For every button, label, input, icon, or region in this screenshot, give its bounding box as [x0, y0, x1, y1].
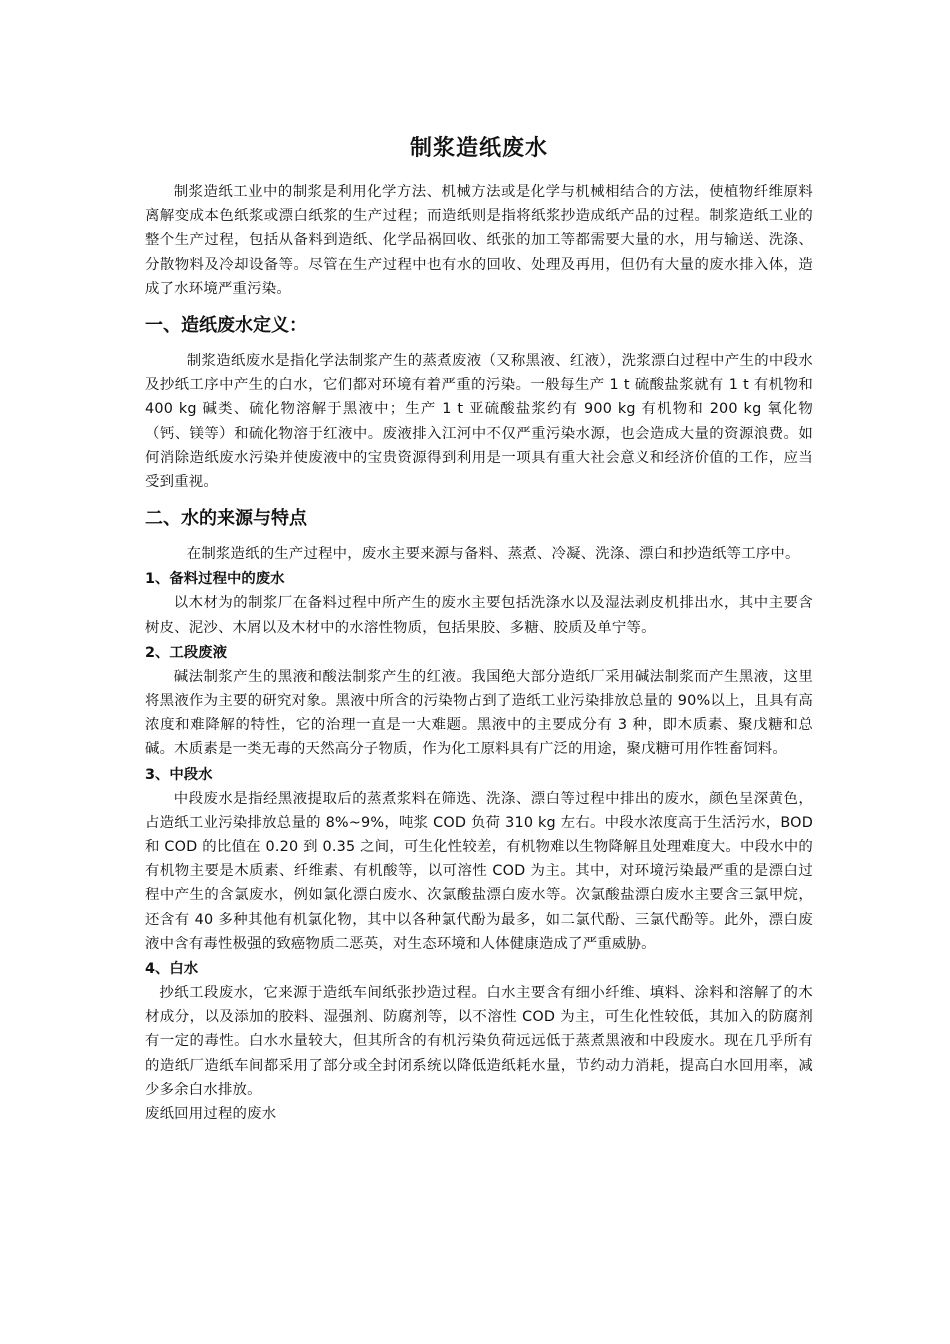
black-liquor-paragraph: 碱法制浆产生的黑液和酸法制浆产生的红液。我国绝大部分造纸厂采用碱法制浆而产生黑液，这里将黑液作为主要的研究对象。黑液中所含的污染物占到了造纸工业污染排放总量的 90%以上，且具有高浓度和难降解的特性，它的治理一直是一大难题。黑液中的主要成分有 3 种，即木质素、聚戊糖和总碱。木质素是一类无毒的天然高分子物质，作为化工原料具有广泛的用途，聚戊糖可用作牲畜饲料。 — [145, 668, 813, 758]
document-page — [145, 130, 813, 1126]
subheading-black-liquor: 2、工段废液 — [145, 644, 227, 661]
subheading-middle-water: 3、中段水 — [145, 766, 213, 783]
sources-paragraph: 在制浆造纸的生产过程中，废水主要来源与备料、蒸煮、冷凝、洗涤、漂白和抄造纸等工序中。 — [186, 546, 800, 563]
subheading-white-water: 4、白水 — [145, 961, 199, 978]
section-heading-definition: 一、造纸废水定义： — [145, 315, 307, 337]
preparation-paragraph: 以木材为的制浆厂在备料过程中所产生的废水主要包括洗涤水以及湿法剥皮机排出水，其中主要含树皮、泥沙、木屑以及木材中的水溶性物质，包括果胶、多糖、胶质及单宁等。 — [145, 595, 813, 636]
document-title: 制浆造纸废水 — [409, 136, 548, 161]
middle-water-paragraph: 中段废水是指经黑液提取后的蒸煮浆料在筛选、洗涤、漂白等过程中排出的废水，颜色呈深黄色，占造纸工业污染排放总量的 8%~9%，吨浆 COD 负荷 310 kg 左右。中段水浓度高于生活污水，BOD 和 COD 的比值在 0.20 到 0.35 之间，可生化性较差，有机物难以生物降解且处理难度大。中段水中的有机物主要是木质素、纤维素、有机酸等，以可溶性 COD 为主。其中，对环境污染最严重的是漂白过程中产生的含氯废水，例如氯化漂白废水、次氯酸盐漂白废水等。次氯酸盐漂白废水主要含三氯甲烷，还含有 40 多种其他有机氯化物，其中以各种氯代酚为最多，如二氯代酚、三氯代酚等。此外，漂白废液中含有毒性极强的致癌物质二恶英，对生态环境和人体健康造成了严重威胁。 — [145, 790, 813, 952]
tail-line: 废纸回用过程的废水 — [145, 1106, 277, 1123]
subheading-preparation: 1、备料过程中的废水 — [145, 571, 285, 588]
definition-paragraph: 制浆造纸废水是指化学法制浆产生的蒸煮废液（又称黑液、红液），洗浆漂白过程中产生的中段水及抄纸工序中产生的白水，它们都对环境有着严重的污染。一般每生产 1 t 硫酸盐浆就有 1 t 有机物和 400 kg 碱类、硫化物溶解于黑液中；生产 1 t 亚硫酸盐浆约有 900 kg 有机物和 200 kg 氧化物（钙、镁等）和硫化物溶于红液中。废液排入江河中不仅严重污染水源，也会造成大量的资源浪费。如何消除造纸废水污染并使废液中的宝贵资源得到利用是一项具有重大社会意义和经济价值的工作，应当受到重视。 — [145, 353, 813, 491]
section-heading-sources: 二、水的来源与特点 — [145, 508, 307, 530]
intro-paragraph: 制浆造纸工业中的制浆是利用化学方法、机械方法或是化学与机械相结合的方法，使植物纤维原料离解变成本色纸浆或漂白纸浆的生产过程；而造纸则是指将纸浆抄造成纸产品的过程。制浆造纸工业的整个生产过程，包括从备料到造纸、化学品祸回收、纸张的加工等都需要大量的水，用与输送、洗涤、分散物料及冷却设备等。尽管在生产过程中也有水的回收、处理及再用，但仍有大量的废水排入体，造成了水环境严重污染。 — [145, 184, 813, 297]
white-water-paragraph: 抄纸工段废水，它来源于造纸车间纸张抄造过程。白水主要含有细小纤维、填料、涂料和溶解了的木材成分，以及添加的胶料、湿强剂、防腐剂等，以不溶性 COD 为主，可生化性较低，其加入的防腐剂有一定的毒性。白水水量较大，但其所含的有机污染负荷远远低于蒸煮黑液和中段废水。现在几乎所有的造纸厂造纸车间都采用了部分或全封闭系统以降低造纸耗水量，节约动力消耗，提高白水回用率，减少多余白水排放。 — [145, 985, 813, 1098]
